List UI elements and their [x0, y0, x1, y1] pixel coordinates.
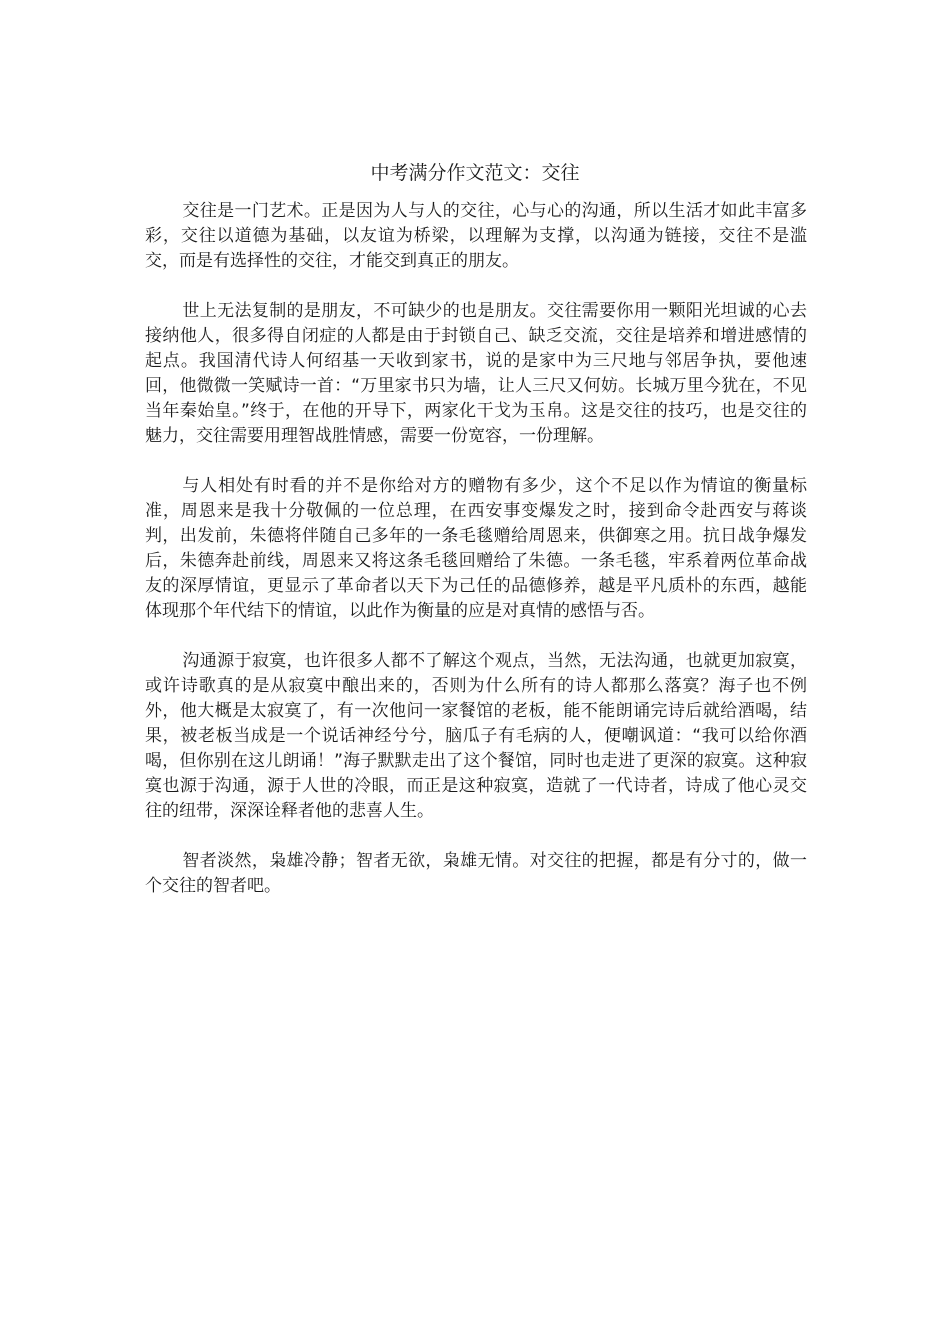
document-body — [145, 199, 807, 924]
paragraph-1: 交往是一门艺术。正是因为人与人的交往，心与心的沟通，所以生活才如此丰富多彩，交往以道德为基础，以友谊为桥梁，以理解为支撑，以沟通为链接，交往不是滥交，而是有选择性的交往，才能交到真正的朋友。 — [145, 201, 807, 271]
document-title: 中考满分作文范文：交往 — [370, 162, 580, 184]
paragraph-5: 智者淡然，枭雄冷静；智者无欲，枭雄无情。对交往的把握，都是有分寸的，做一个交往的智者吧。 — [145, 851, 807, 896]
paragraph-4: 沟通源于寂寞，也许很多人都不了解这个观点，当然，无法沟通，也就更加寂寞，或许诗歌真的是从寂寞中酿出来的，否则为什么所有的诗人都那么落寞？海子也不例外，他大概是太寂寞了，有一次他问一家餐馆的老板，能不能朗诵完诗后就给酒喝，结果，被老板当成是一个说话神经兮兮，脑瓜子有毛病的人，便嘲讽道：“我可以给你酒喝，但你别在这儿朗诵！”海子默默走出了这个餐馆，同时也走进了更深的寂寞。这种寂寞也源于沟通，源于人世的冷眼，而正是这种寂寞，造就了一代诗者，诗成了他心灵交往的纽带，深深诠释者他的悲喜人生。 — [145, 651, 807, 821]
paragraph-3: 与人相处有时看的并不是你给对方的赠物有多少，这个不足以作为情谊的衡量标准，周恩来是我十分敬佩的一位总理，在西安事变爆发之时，接到命令赴西安与蒋谈判，出发前，朱德将伴随自己多年的一条毛毯赠给周恩来，供御寒之用。抗日战争爆发后，朱德奔赴前线，周恩来又将这条毛毯回赠给了朱德。一条毛毯，牢系着两位革命战友的深厚情谊，更显示了革命者以天下为己任的品德修养，越是平凡质朴的东西，越能体现那个年代结下的情谊，以此作为衡量的应是对真情的感悟与否。 — [145, 476, 807, 621]
paragraph-2: 世上无法复制的是朋友，不可缺少的也是朋友。交往需要你用一颗阳光坦诚的心去接纳他人，很多得自闭症的人都是由于封锁自己、缺乏交流，交往是培养和增进感情的起点。我国清代诗人何绍基一天收到家书，说的是家中为三尺地与邻居争执，要他速回，他微微一笑赋诗一首：“万里家书只为墙，让人三尺又何妨。长城万里今犹在，不见当年秦始皇。”终于，在他的开导下，两家化干戈为玉帛。这是交往的技巧，也是交往的魅力，交往需要用理智战胜情感，需要一份宽容，一份理解。 — [145, 301, 807, 446]
